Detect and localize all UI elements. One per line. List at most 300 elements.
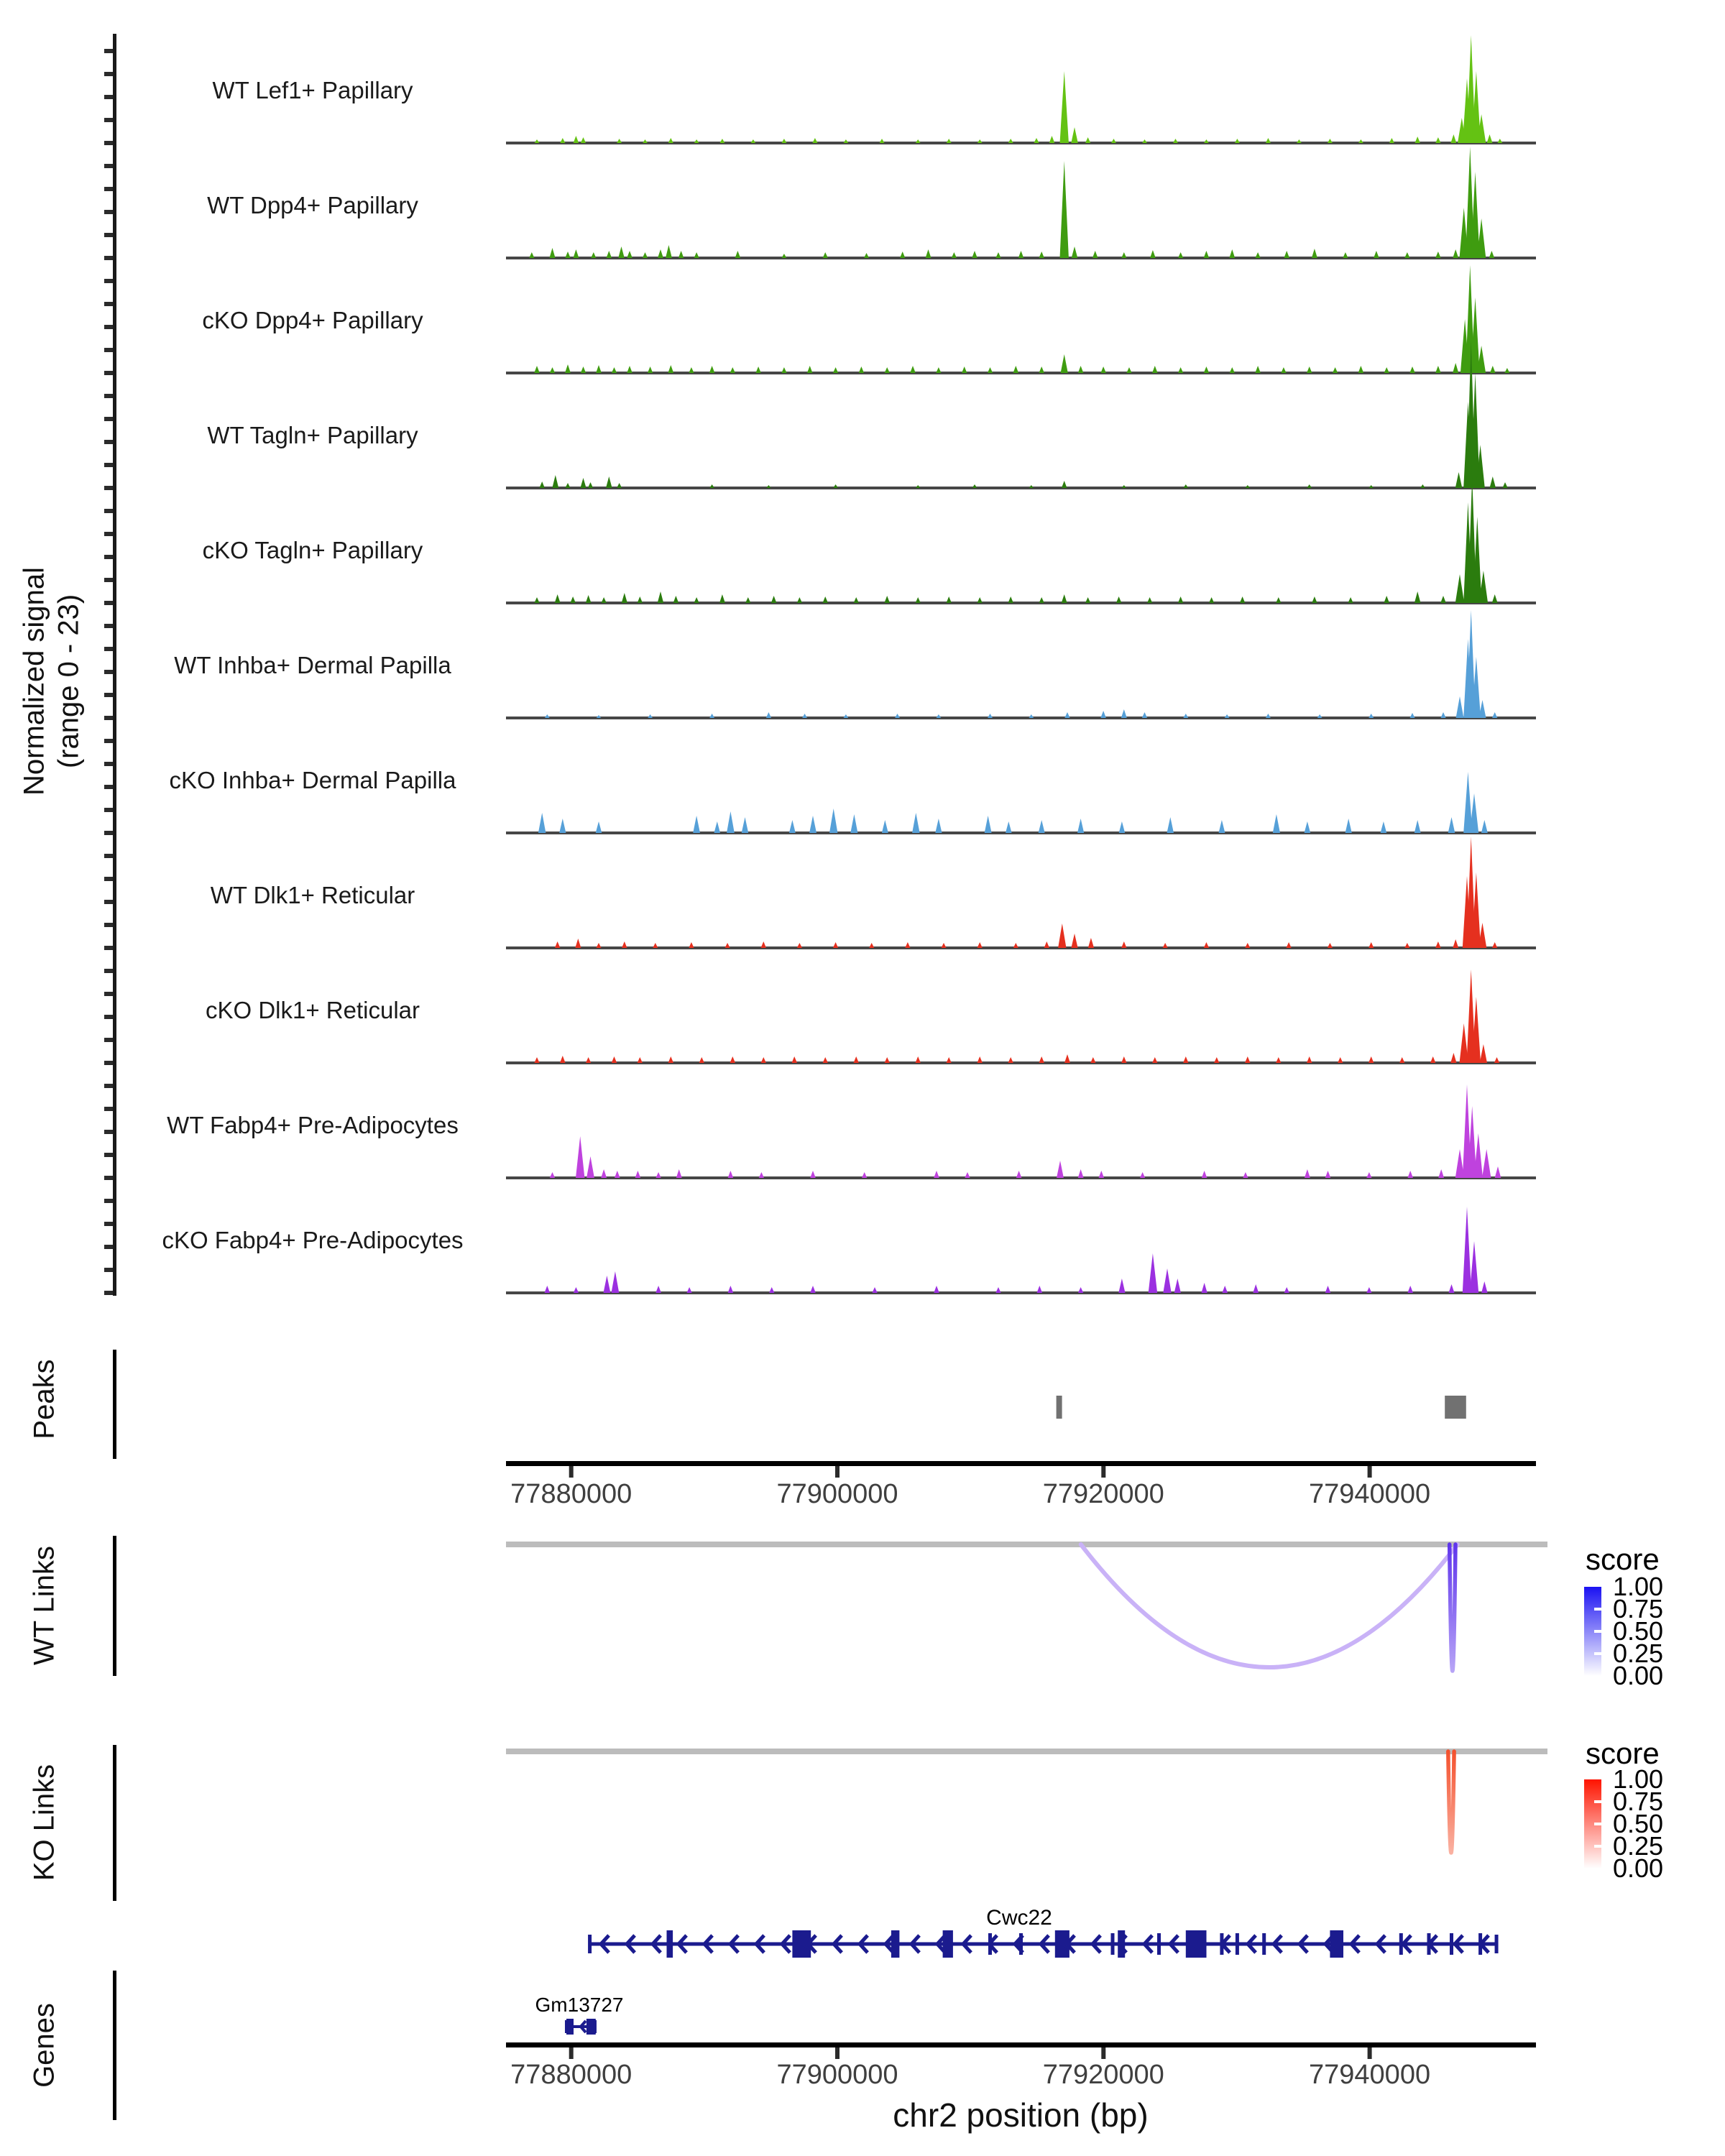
genes-tick — [835, 2047, 840, 2059]
signal-spike — [916, 1056, 921, 1063]
signal-spike — [1404, 943, 1409, 948]
genes-panel — [565, 1930, 1499, 2035]
signal-spike — [1435, 137, 1440, 143]
gene-exon — [667, 1930, 673, 1958]
signal-spike — [1407, 1171, 1413, 1178]
peaks-panel-label: Peaks — [28, 1359, 60, 1439]
signal-spike — [1142, 712, 1147, 718]
signal-spike — [1381, 821, 1387, 833]
track-label: WT Tagln+ Papillary — [207, 422, 418, 448]
signal-spike — [1368, 1056, 1374, 1063]
signal-spike — [586, 595, 592, 603]
peaks-tick — [569, 1466, 574, 1478]
signal-spike — [574, 249, 579, 258]
signal-spike — [766, 712, 771, 718]
signal-spike — [1480, 1044, 1487, 1063]
signal-spike — [1312, 249, 1317, 258]
track-baseline — [506, 142, 1536, 144]
signal-spike — [581, 137, 586, 143]
peak-interval — [1445, 1396, 1466, 1419]
signal-spike — [1502, 482, 1507, 488]
y-tick — [104, 417, 113, 421]
ko-legend-title: score — [1586, 1736, 1660, 1770]
peaks-panel — [1057, 1396, 1466, 1419]
signal-spike — [978, 597, 983, 603]
signal-spike — [771, 596, 777, 603]
y-tick — [104, 371, 113, 375]
gene-exon-tick — [1450, 1933, 1453, 1955]
y-tick — [104, 831, 113, 835]
signal-spike — [627, 366, 632, 373]
signal-spike — [1284, 251, 1289, 258]
signal-spike — [755, 367, 760, 373]
signal-spike — [1085, 137, 1090, 143]
signal-spike — [565, 252, 570, 258]
signal-spike — [1399, 1057, 1404, 1063]
signal-spike — [1202, 1171, 1208, 1178]
signal-spike — [555, 594, 561, 603]
peaks-tick — [835, 1466, 840, 1478]
signal-spike — [745, 597, 750, 603]
signal-spike — [1255, 252, 1260, 258]
legend-bar-notch — [1594, 1800, 1601, 1803]
signal-spike — [859, 367, 864, 373]
signal-spike — [1333, 367, 1338, 373]
signal-spike — [1118, 1279, 1125, 1293]
signal-spike — [668, 365, 673, 373]
wt-legend-title: score — [1586, 1542, 1660, 1576]
signal-spike — [1492, 942, 1497, 948]
signal-spike — [781, 367, 786, 373]
signal-spike — [678, 251, 684, 258]
signal-spike — [1039, 1056, 1044, 1063]
signal-spike — [596, 821, 602, 833]
signal-spike — [1099, 1171, 1105, 1178]
signal-spike — [854, 597, 859, 603]
signal-spike — [534, 1057, 539, 1063]
signal-spike — [1126, 367, 1131, 373]
signal-spike — [1481, 820, 1488, 833]
signal-spike — [549, 248, 555, 258]
y-tick — [104, 49, 113, 53]
signal-spike — [643, 139, 648, 143]
signal-spike — [1229, 249, 1235, 258]
signal-spike — [1202, 1283, 1208, 1293]
signal-spike — [880, 139, 885, 143]
track-label: WT Dpp4+ Papillary — [207, 192, 418, 218]
link-arc — [1081, 1544, 1458, 1667]
y-tick — [104, 302, 113, 306]
y-tick — [104, 1061, 113, 1065]
signal-spike — [1497, 139, 1502, 143]
signal-spike — [988, 714, 993, 718]
signal-spike — [618, 247, 625, 258]
signal-spike — [869, 943, 874, 948]
signal-spike — [1414, 820, 1421, 833]
signal-spike — [581, 367, 586, 373]
y-tick — [104, 1153, 113, 1157]
signal-spike — [823, 252, 828, 258]
signal-spike — [1044, 941, 1049, 948]
signal-spike — [810, 1171, 816, 1178]
signal-spike — [1018, 251, 1024, 258]
signal-spike — [1328, 943, 1333, 948]
signal-spike — [1325, 1286, 1331, 1293]
signal-spike — [1225, 714, 1230, 718]
signal-spike — [1487, 134, 1493, 143]
y-tick — [104, 877, 113, 881]
signal-spike — [1072, 247, 1078, 258]
signal-spike — [612, 367, 617, 373]
signal-spike — [1008, 596, 1013, 603]
wt-links-axis-line — [113, 1536, 116, 1676]
signal-spike — [714, 821, 721, 833]
signal-spike — [905, 942, 910, 948]
legend-bar-notch — [1594, 1630, 1601, 1633]
signal-spike — [1219, 820, 1225, 833]
signal-spike — [617, 483, 622, 488]
signal-spike — [635, 1171, 641, 1178]
signal-spike — [1435, 941, 1441, 948]
signal-spike — [1245, 1056, 1251, 1063]
signal-spike — [612, 1056, 617, 1063]
signal-spike — [1090, 1057, 1095, 1063]
track-label: cKO Tagln+ Papillary — [202, 537, 423, 563]
peaks-tick-label: 77900000 — [776, 1479, 898, 1509]
signal-spike — [988, 367, 993, 373]
gene-end-bar — [565, 2020, 568, 2033]
signal-spike — [781, 254, 786, 258]
signal-spike — [1116, 596, 1122, 603]
signal-spike — [1456, 696, 1464, 718]
signal-spike — [912, 813, 920, 833]
signal-spike — [1325, 1171, 1331, 1178]
signal-spike — [658, 249, 663, 258]
signal-spike — [1420, 484, 1425, 488]
signal-spike — [807, 366, 813, 373]
gene-exon-tick — [1220, 1933, 1223, 1955]
legend-bar-notch — [1594, 1845, 1601, 1848]
signal-spike — [995, 252, 1000, 258]
signal-spike — [1071, 934, 1077, 948]
signal-spike — [1368, 942, 1374, 948]
signal-spike — [586, 1057, 591, 1063]
signal-spike — [1297, 139, 1302, 143]
genes-tick — [1101, 2047, 1105, 2059]
signal-spike — [1266, 714, 1271, 718]
signal-spike — [1209, 597, 1214, 603]
peaks-tick-label: 77920000 — [1042, 1479, 1164, 1509]
gene-exon-tick — [1236, 1933, 1239, 1955]
signal-spike — [1039, 252, 1044, 258]
wt-legend-label-000: 0.00 — [1613, 1661, 1664, 1690]
signal-spike — [1062, 481, 1067, 488]
link-arc — [1448, 1751, 1454, 1853]
signal-spike — [1064, 712, 1070, 718]
signal-spike — [789, 820, 796, 833]
signal-spike — [1174, 1279, 1181, 1293]
signal-spike — [699, 1057, 704, 1063]
y-tick — [104, 1038, 113, 1042]
signal-spike — [1100, 711, 1106, 718]
ko-links-panel-label: KO Links — [28, 1764, 60, 1881]
signal-spike — [1121, 709, 1127, 718]
signal-spike — [1504, 368, 1509, 373]
y-tick — [104, 808, 113, 812]
y-axis-label-line1: Normalized signal — [18, 567, 50, 796]
signal-spike — [1245, 943, 1250, 948]
wt-legend-label-050: 0.50 — [1613, 1616, 1664, 1646]
signal-spike — [1494, 1057, 1499, 1063]
legend-bar-notch — [1594, 1652, 1601, 1655]
signal-spike — [1235, 139, 1240, 143]
signal-spike — [1366, 1172, 1371, 1178]
signal-spike — [1163, 1268, 1171, 1293]
signal-spike — [1307, 484, 1312, 488]
signal-spike — [844, 139, 849, 143]
signal-spike — [1222, 1286, 1228, 1293]
signal-spike — [1276, 1057, 1281, 1063]
signal-spike — [1453, 249, 1458, 258]
signal-spike — [588, 482, 593, 488]
signal-spike — [1440, 712, 1445, 718]
signal-spike — [810, 1286, 816, 1293]
signal-spike — [864, 253, 869, 258]
signal-spike — [574, 136, 579, 143]
signal-spike — [1049, 136, 1055, 143]
signal-spike — [535, 139, 540, 143]
y-tick — [104, 486, 113, 490]
gene-exon — [1118, 1930, 1125, 1958]
signal-spike — [668, 1056, 673, 1063]
signal-spike — [1037, 1286, 1043, 1293]
signal-spike — [1450, 134, 1456, 143]
signal-spike — [1071, 127, 1078, 143]
signal-spike — [916, 597, 921, 603]
signal-spike — [725, 943, 730, 948]
signal-spike — [1064, 1054, 1070, 1063]
signal-spike — [1338, 1057, 1343, 1063]
signal-spike — [761, 1057, 766, 1063]
y-tick — [104, 854, 113, 858]
signal-spike — [560, 138, 565, 143]
signal-spike — [1214, 1057, 1219, 1063]
signal-spike — [1470, 1241, 1478, 1293]
signal-spike — [1435, 366, 1441, 373]
signal-spike — [1489, 251, 1495, 258]
signal-spike — [565, 364, 571, 373]
signal-spike — [1061, 354, 1068, 373]
wt-links-panel-label: WT Links — [28, 1546, 60, 1665]
signal-spike — [709, 484, 714, 488]
signal-spike — [534, 366, 540, 373]
signal-spike — [565, 483, 570, 488]
y-tick — [104, 1107, 113, 1111]
signal-spike — [916, 139, 921, 143]
signal-spike — [1449, 1284, 1455, 1293]
signal-spike — [607, 251, 612, 258]
y-tick — [104, 1268, 113, 1272]
signal-spike — [1450, 1053, 1456, 1063]
signal-spike — [751, 139, 756, 143]
gene-exon — [891, 1930, 900, 1958]
signal-spike — [1183, 714, 1188, 718]
signal-spike — [720, 139, 725, 143]
peaks-axis — [506, 1461, 1536, 1478]
signal-spike — [1312, 596, 1317, 603]
signal-spike — [809, 816, 816, 833]
signal-spike — [1204, 251, 1210, 258]
signal-spike — [686, 1287, 691, 1293]
signal-spike — [615, 1171, 620, 1178]
signal-spike — [1266, 138, 1271, 143]
signal-spike — [545, 714, 550, 718]
signal-spike — [1152, 366, 1158, 373]
gene-exon-tick — [1019, 1933, 1023, 1955]
signal-spike — [1140, 1172, 1145, 1178]
signal-spike — [1438, 1169, 1444, 1178]
gene-exon-tick — [1262, 1933, 1266, 1955]
legend-bar-notch — [1594, 1608, 1601, 1611]
signal-spike — [1039, 820, 1045, 833]
signal-spike — [529, 252, 534, 258]
signal-spike — [550, 1172, 555, 1178]
ko-legend-label-050: 0.50 — [1613, 1809, 1664, 1838]
signal-spike — [1415, 137, 1420, 143]
signal-spike — [1149, 1253, 1157, 1293]
y-tick — [104, 624, 113, 628]
signal-spike — [1008, 139, 1013, 143]
signal-spike — [978, 942, 983, 948]
genes-tick-label: 77920000 — [1042, 2060, 1164, 2090]
signal-spike — [643, 252, 648, 258]
ko-legend-label-075: 0.75 — [1613, 1787, 1664, 1816]
signal-spike — [781, 139, 786, 143]
signal-spike — [1409, 367, 1415, 373]
signal-spike — [622, 941, 627, 948]
track-baseline — [506, 372, 1536, 374]
y-tick — [104, 141, 113, 145]
signal-spike — [895, 714, 900, 718]
signal-spike — [936, 367, 941, 373]
signal-spike — [638, 1057, 643, 1063]
signal-spike — [601, 1169, 607, 1178]
peaks-axis-line — [113, 1350, 116, 1459]
signal-spike — [596, 943, 601, 948]
signal-spike — [1407, 1286, 1413, 1293]
signal-spike — [1490, 476, 1496, 488]
signal-spike — [850, 814, 857, 833]
signal-spike — [612, 1271, 620, 1293]
track-label: cKO Dpp4+ Papillary — [202, 307, 423, 333]
gene-name-gm13727: Gm13727 — [535, 1994, 624, 2016]
y-tick — [104, 647, 113, 651]
signal-spike — [1173, 139, 1178, 143]
signal-spike — [1178, 596, 1183, 603]
gene-exon-tick — [988, 1933, 992, 1955]
signal-spike — [1455, 574, 1464, 603]
signal-spike — [1057, 1161, 1064, 1178]
signal-spike — [1414, 591, 1421, 603]
signal-spike — [709, 366, 715, 373]
signal-spike — [1348, 597, 1353, 603]
y-tick — [104, 463, 113, 467]
signal-spike — [844, 714, 849, 718]
signal-spike — [728, 1286, 734, 1293]
signal-spike — [574, 1287, 579, 1293]
gene-gm13727 — [565, 2019, 597, 2035]
signal-spike — [1389, 138, 1394, 143]
signal-spike — [947, 596, 952, 603]
ko-legend-label-000: 0.00 — [1613, 1853, 1664, 1883]
signal-spike — [1013, 943, 1018, 948]
signal-spike — [575, 939, 581, 948]
signal-spike — [694, 139, 699, 143]
signal-spike — [1305, 821, 1311, 833]
signal-spike — [934, 1286, 939, 1293]
signal-spike — [693, 816, 700, 833]
signal-spike — [570, 596, 576, 603]
signal-spike — [761, 941, 767, 948]
signal-spike — [1152, 1057, 1157, 1063]
peaks-axis-line — [506, 1461, 1536, 1466]
gene-exon-tick — [1427, 1933, 1431, 1955]
track-baseline — [506, 1061, 1536, 1064]
y-tick — [104, 992, 113, 996]
signal-spike — [689, 367, 694, 373]
genes-tick-label: 77900000 — [776, 2060, 898, 2090]
signal-spike — [617, 139, 622, 143]
signal-spike — [1077, 819, 1084, 833]
signal-spike — [730, 1056, 736, 1063]
signal-spike — [952, 252, 957, 258]
signal-spike — [1453, 939, 1458, 948]
signal-spike — [1078, 366, 1084, 373]
y-tick — [104, 509, 113, 513]
signal-spike — [1060, 71, 1069, 143]
signal-spike — [833, 367, 838, 373]
signal-spike — [1374, 251, 1379, 258]
ko-legend-label-100: 1.00 — [1613, 1764, 1664, 1794]
peaks-tick-label: 77940000 — [1309, 1479, 1431, 1509]
gene-exon-tick — [1157, 1933, 1161, 1955]
y-tick — [104, 1291, 113, 1295]
signal-spike — [1204, 942, 1209, 948]
signal-spike — [1029, 714, 1034, 718]
ko-legend-gradient-bar — [1584, 1779, 1601, 1869]
y-tick — [104, 187, 113, 191]
signal-spike — [1016, 1171, 1022, 1178]
y-axis-label-line2: (range 0 - 23) — [52, 594, 85, 769]
ko-links-panel — [506, 1749, 1547, 1853]
signal-spike — [1062, 594, 1067, 603]
ko-legend-label-025: 0.25 — [1613, 1831, 1664, 1861]
signal-spike — [1230, 367, 1235, 373]
genes-tick-label: 77940000 — [1309, 2060, 1431, 2090]
track-baseline — [506, 717, 1536, 719]
signal-spike — [689, 942, 694, 948]
signal-spike — [1060, 161, 1069, 258]
y-tick — [104, 716, 113, 720]
signal-spike — [596, 365, 602, 373]
y-tick — [104, 394, 113, 398]
signal-spike — [1281, 367, 1286, 373]
gene-name-cwc22: Cwc22 — [986, 1906, 1052, 1930]
signal-spike — [622, 593, 627, 603]
signal-spike — [1204, 139, 1209, 143]
signal-spike — [666, 245, 672, 258]
signal-spike — [1410, 713, 1415, 718]
